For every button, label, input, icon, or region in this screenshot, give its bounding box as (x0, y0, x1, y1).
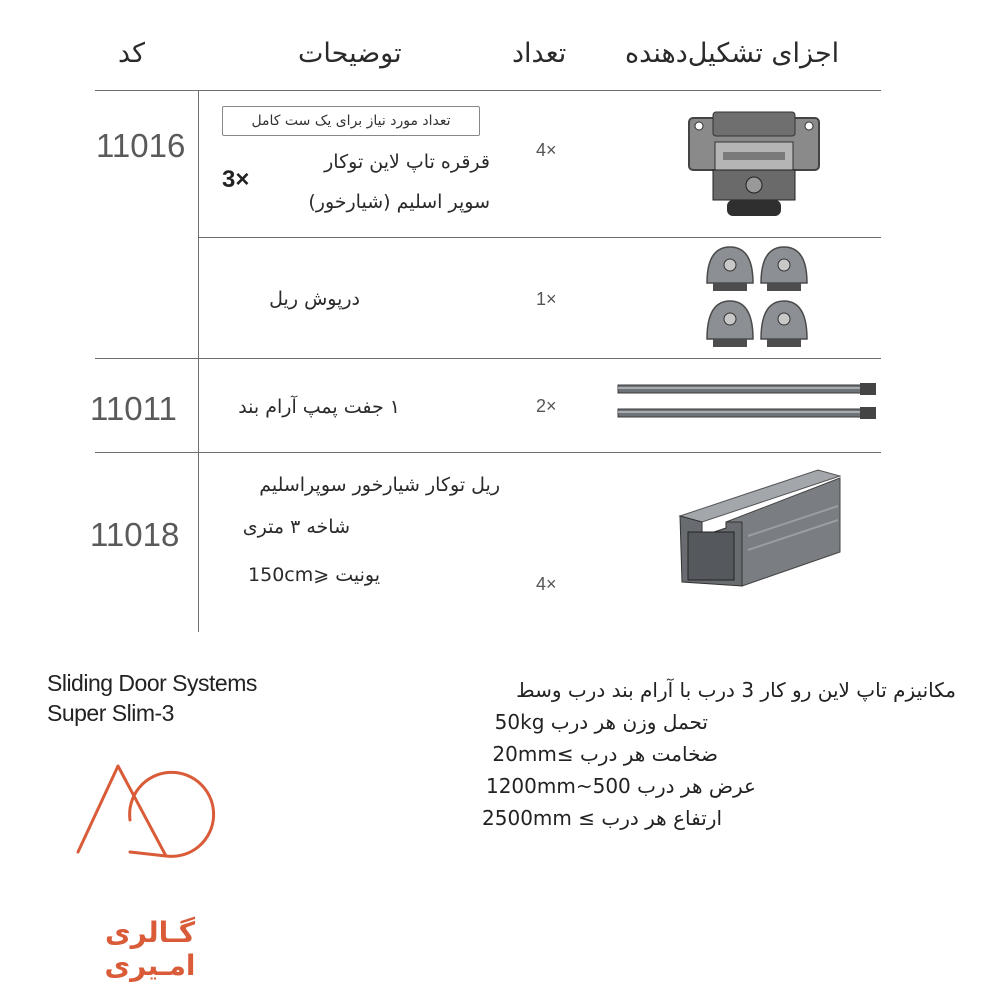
soft-close-pump-icon (616, 382, 880, 424)
row4-desc-line1: ریل توکار شیارخور سوپراسلیم (259, 474, 500, 496)
table-top-rule (95, 90, 881, 91)
spec-line: مکانیزم تاپ لاین رو کار 3 درب با آرام بند درب وسط (516, 678, 956, 702)
row3-qty: 2× (536, 396, 557, 416)
row-divider (95, 358, 881, 359)
rail-profile-icon (668, 466, 868, 590)
code-column-divider (198, 90, 199, 632)
gallery-logo-icon (70, 760, 220, 910)
set-requirement-badge: تعداد مورد نیاز برای یک ست کامل (222, 106, 480, 136)
header-components: اجزای تشکیل‌دهنده (625, 38, 840, 69)
row1-desc-line1: قرقره تاپ لاین توکار (324, 151, 490, 173)
row3-code: 11011 (90, 390, 177, 427)
row-divider (95, 452, 881, 453)
rail-caps-icon (703, 243, 813, 351)
set-multiplier: 3× (222, 166, 250, 193)
row3-desc: ۱ جفت پمپ آرام بند (238, 396, 400, 418)
header-quantity: تعداد (512, 38, 567, 69)
row4-code: 11018 (90, 516, 180, 553)
row2-qty: 1× (536, 289, 557, 309)
roller-carriage-icon (683, 110, 825, 220)
product-title-line2: Super Slim-3 (47, 700, 174, 726)
spec-line: عرض هر درب 500~1200mm (485, 774, 756, 798)
header-description: توضیحات (298, 38, 402, 69)
row-divider (199, 237, 881, 238)
brand-name: گـالری امـیری (104, 916, 196, 982)
product-title-line1: Sliding Door Systems (47, 670, 257, 696)
row4-qty: 4× (536, 574, 557, 594)
spec-line: ارتفاع هر درب ≥ 2500mm (482, 806, 722, 830)
spec-line: ضخامت هر درب ≥20mm (492, 742, 718, 766)
row1-desc-line2: سوپر اسلیم (شیارخور) (308, 191, 490, 213)
row1-code: 11016 (96, 127, 186, 164)
spec-line: تحمل وزن هر درب 50kg (494, 710, 708, 734)
row4-desc-line3: یونیت ⩽150cm (248, 564, 380, 586)
row2-desc: درپوش ریل (269, 288, 360, 310)
row1-qty: 4× (536, 140, 557, 160)
header-code: کد (118, 38, 146, 69)
row4-desc-line2: شاخه ۳ متری (242, 516, 350, 538)
